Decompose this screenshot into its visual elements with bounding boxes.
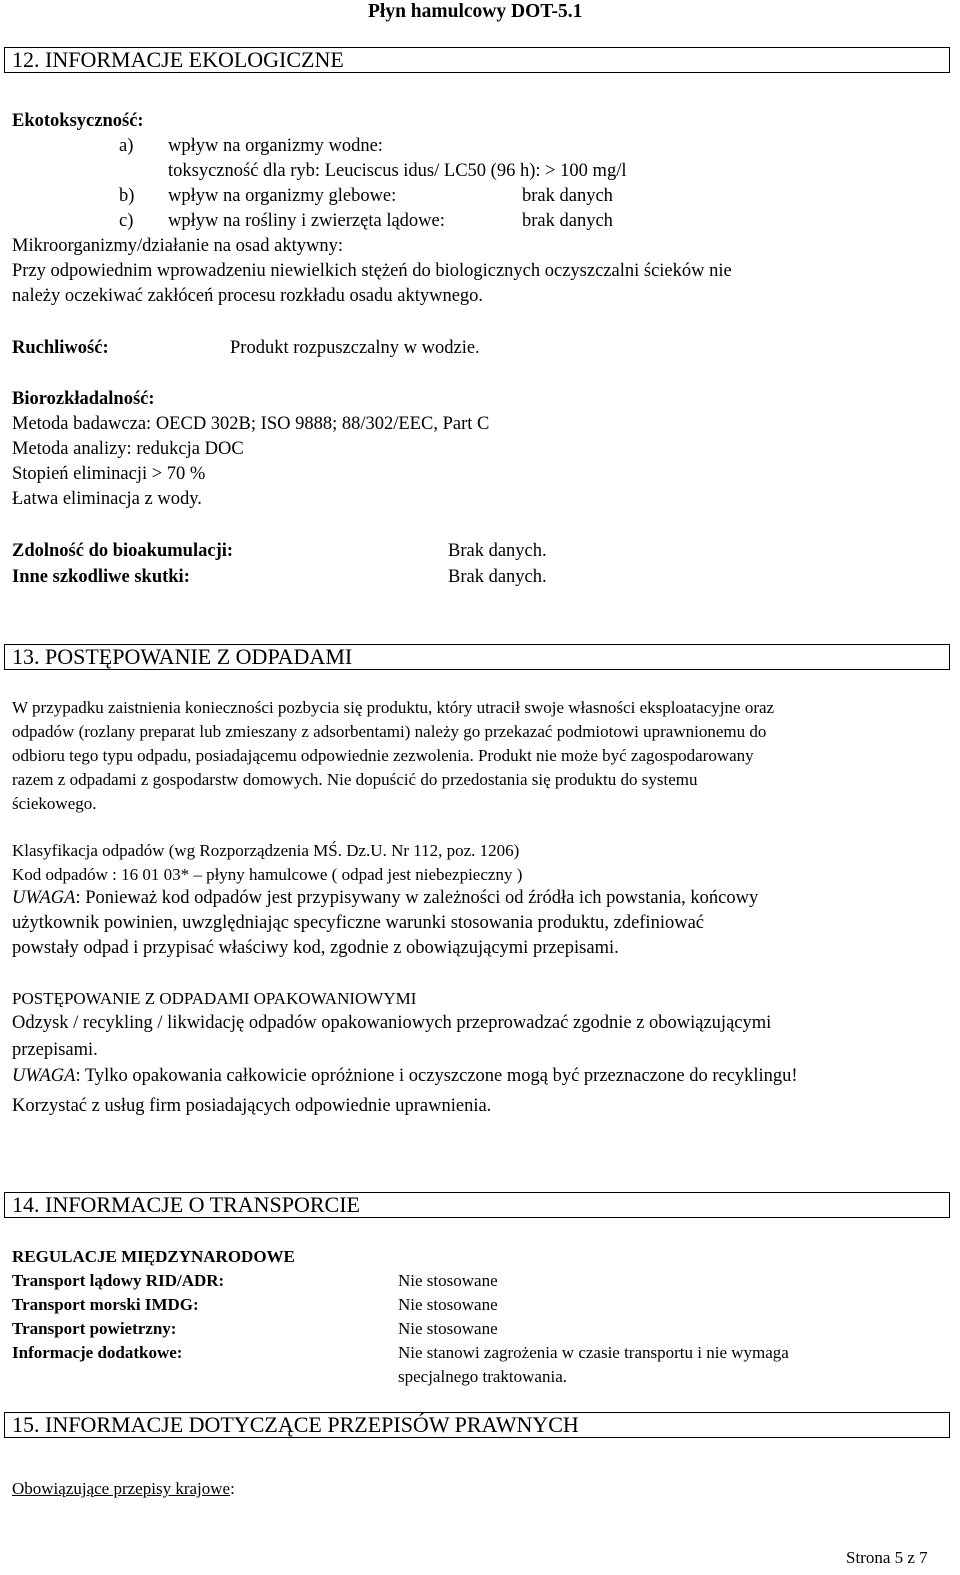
item-a-marker: a) bbox=[119, 136, 134, 156]
biorozkladalnosc-line-4: Łatwa eliminacja z wody. bbox=[12, 489, 202, 509]
section-12-number: 12. bbox=[12, 47, 40, 72]
biorozkladalnosc-line-1: Metoda badawcza: OECD 302B; ISO 9888; 88/302/EEC, Part C bbox=[12, 414, 490, 434]
biorozkladalnosc-line-3: Stopień eliminacji > 70 % bbox=[12, 464, 206, 484]
mikroorganizmy-label: Mikroorganizmy/działanie na osad aktywny: bbox=[12, 236, 344, 256]
bioakumulacja-label: Zdolność do bioakumulacji: bbox=[12, 541, 234, 561]
item-c-marker: c) bbox=[119, 211, 134, 231]
obowiazujace-przepisy-colon: : bbox=[230, 1479, 235, 1498]
uwaga-1-label: UWAGA bbox=[12, 888, 76, 908]
item-b-text: wpływ na organizmy glebowe: bbox=[168, 186, 397, 206]
item-a-text: wpływ na organizmy wodne: bbox=[168, 136, 383, 156]
uwaga-1-line-1 bbox=[12, 887, 758, 910]
item-a-detail: toksyczność dla ryb: Leuciscus idus/ LC50 (96 h): > 100 mg/l bbox=[168, 161, 627, 181]
obowiazujace-przepisy-heading: Obowiązujące przepisy krajowe bbox=[12, 1479, 231, 1498]
regulacje-heading: REGULACJE MIĘDZYNARODOWE bbox=[12, 1247, 295, 1266]
obowiazujace-przepisy-line bbox=[12, 1477, 235, 1501]
biorozkladalnosc-line-2: Metoda analizy: redukcja DOC bbox=[12, 439, 244, 459]
section-15-number: 15. bbox=[12, 1412, 40, 1437]
kod-odpadow: Kod odpadów : 16 01 03* – płyny hamulcowe ( odpad jest niebezpieczny ) bbox=[12, 865, 523, 884]
section-12-title: INFORMACJE EKOLOGICZNE bbox=[45, 47, 344, 72]
odpady-paragraph-line-1: W przypadku zaistnienia konieczności pozbycia się produktu, który utracił swoje własności eksploatacyjne oraz bbox=[12, 698, 775, 717]
odpady-paragraph-line-3: odbioru tego typu odpadu, posiadającemu odpowiednie zezwolenia. Produkt nie może być zagospodarowany bbox=[12, 746, 754, 765]
section-14-title: INFORMACJE O TRANSPORCIE bbox=[45, 1192, 360, 1217]
transport-row-label: Informacje dodatkowe: bbox=[12, 1343, 183, 1362]
section-15-heading bbox=[4, 1412, 950, 1438]
transport-row-label: Transport lądowy RID/ADR: bbox=[12, 1271, 225, 1290]
transport-row-value: Nie stosowane bbox=[398, 1295, 498, 1314]
page-number: Strona 5 z 7 bbox=[846, 1548, 928, 1567]
transport-row-value: Nie stosowane bbox=[398, 1271, 498, 1290]
biorozkladalnosc-label: Biorozkładalność: bbox=[12, 389, 155, 409]
ruchliwosc-label: Ruchliwość: bbox=[12, 338, 109, 358]
opakowania-line-2: przepisami. bbox=[12, 1040, 98, 1060]
uwaga-1-line-2: użytkownik powinien, uwzględniając specyficzne warunki stosowania produktu, zdefiniować bbox=[12, 913, 704, 933]
odpady-paragraph-line-2: odpadów (rozlany preparat lub zmieszany z adsorbentami) należy go przekazać podmiotowi uprawnionemu do bbox=[12, 722, 767, 741]
uwaga-2-text: : Tylko opakowania całkowicie opróżnione i oczyszczone mogą być przeznaczone do recyklingu! bbox=[75, 1066, 798, 1086]
transport-row-value: Nie stanowi zagrożenia w czasie transportu i nie wymaga bbox=[398, 1343, 789, 1362]
transport-row-value: Nie stosowane bbox=[398, 1319, 498, 1338]
transport-row-label: Transport powietrzny: bbox=[12, 1319, 177, 1338]
odpady-paragraph-line-5: ściekowego. bbox=[12, 794, 97, 813]
section-15-title: INFORMACJE DOTYCZĄCE PRZEPISÓW PRAWNYCH bbox=[45, 1412, 579, 1437]
section-14-heading bbox=[4, 1192, 950, 1218]
section-13-heading bbox=[4, 644, 950, 670]
uwaga-2-label: UWAGA bbox=[12, 1066, 76, 1086]
section-13-number: 13. bbox=[12, 644, 40, 669]
item-c-text: wpływ na rośliny i zwierzęta lądowe: bbox=[168, 211, 445, 231]
item-b-marker: b) bbox=[119, 186, 135, 206]
ekotoksycznosc-label: Ekotoksyczność: bbox=[12, 111, 144, 131]
opakowania-line-1: Odzysk / recykling / likwidację odpadów opakowaniowych przeprowadzać zgodnie z obowiązującymi bbox=[12, 1013, 772, 1033]
section-12-heading bbox=[4, 47, 950, 73]
uwaga-2-line bbox=[12, 1065, 798, 1088]
document-header-product: Płyn hamulcowy DOT-5.1 bbox=[368, 1, 583, 22]
odpady-paragraph-line-4: razem z odpadami z gospodarstw domowych. Nie dopuścić do przedostania się produktu do systemu bbox=[12, 770, 698, 789]
section-14-number: 14. bbox=[12, 1192, 40, 1217]
bioakumulacja-value: Brak danych. bbox=[448, 541, 547, 561]
item-b-value: brak danych bbox=[522, 186, 613, 206]
opakowania-heading: POSTĘPOWANIE Z ODPADAMI OPAKOWANIOWYMI bbox=[12, 989, 417, 1008]
uwaga-1-text: : Ponieważ kod odpadów jest przypisywany w zależności od źródła ich powstania, końcowy bbox=[75, 888, 759, 908]
item-c-value: brak danych bbox=[522, 211, 613, 231]
inne-skutki-label: Inne szkodliwe skutki: bbox=[12, 567, 190, 587]
ruchliwosc-value: Produkt rozpuszczalny w wodzie. bbox=[230, 338, 480, 358]
mikroorganizmy-line-2: należy oczekiwać zakłóceń procesu rozkładu osadu aktywnego. bbox=[12, 286, 484, 306]
transport-row-label: Transport morski IMDG: bbox=[12, 1295, 199, 1314]
uwaga-1-line-3: powstały odpad i przypisać właściwy kod, zgodnie z obowiązującymi przepisami. bbox=[12, 938, 619, 958]
inne-skutki-value: Brak danych. bbox=[448, 567, 547, 587]
klasyfikacja-odpadow: Klasyfikacja odpadów (wg Rozporządzenia MŚ. Dz.U. Nr 112, poz. 1206) bbox=[12, 841, 520, 860]
section-13-title: POSTĘPOWANIE Z ODPADAMI bbox=[45, 644, 353, 669]
transport-info-continuation: specjalnego traktowania. bbox=[398, 1367, 567, 1386]
mikroorganizmy-line-1: Przy odpowiednim wprowadzeniu niewielkich stężeń do biologicznych oczyszczalni ścieków nie bbox=[12, 261, 732, 281]
korzystac-line: Korzystać z usług firm posiadających odpowiednie uprawnienia. bbox=[12, 1096, 492, 1116]
